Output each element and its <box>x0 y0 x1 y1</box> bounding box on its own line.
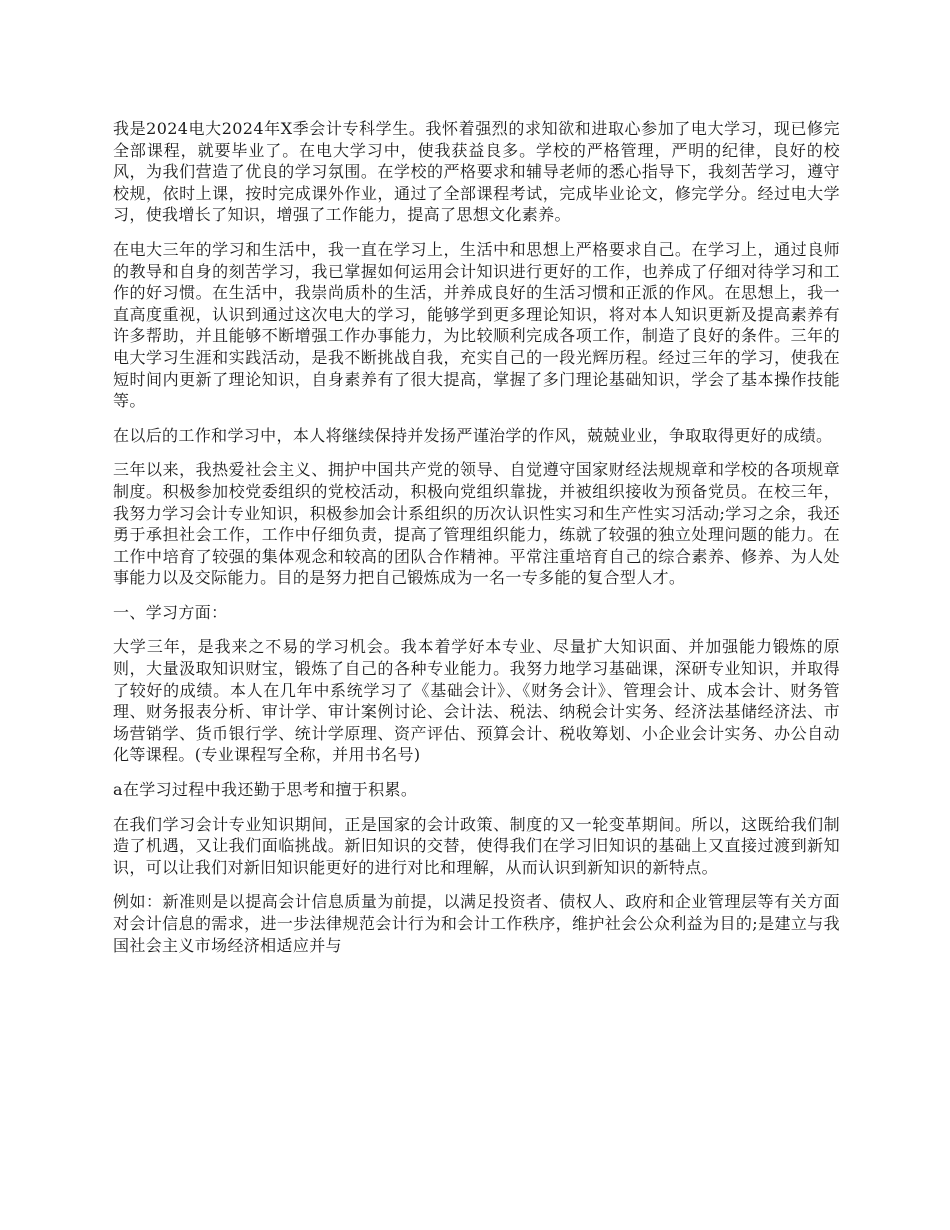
paragraph-study-life: 在电大三年的学习和生活中，我一直在学习上，生活中和思想上严格要求自己。在学习上，通过良师的教导和自身的刻苦学习，我已掌握如何运用会计知识进行更好的工作，也养成了仔细对待学习和工作的好习惯。在生活中，我崇尚质朴的生活，并养成良好的生活习惯和正派的作风。在思想上，我一直高度重视，认识到通过这次电大的学习，能够学到更多理论知识，将对本人知识更新及提高素养有许多帮助，并且能够不断增强工作办事能力，为比较顺利完成各项工作，制造了良好的条件。三年的电大学习生涯和实践活动，是我不断挑战自我，充实自己的一段光辉历程。经过三年的学习，使我在短时间内更新了理论知识，自身素养有了很大提高，掌握了多门理论基础知识，学会了基本操作技能等。 <box>113 239 840 411</box>
paragraph-example: 例如：新准则是以提高会计信息质量为前提，以满足投资者、债权人、政府和企业管理层等有关方面对会计信息的需求，进一步法律规范会计行为和会计工作秩序，维护社会公众利益为目的;是建立与我国社会主义市场经济相适应并与 <box>113 892 840 955</box>
paragraph-courses: 大学三年，是我来之不易的学习机会。我本着学好本专业、尽量扩大知识面、并加强能力锻炼的原则，大量汲取知识财宝，锻炼了自己的各种专业能力。我努力地学习基础课，深研专业知识，并取得了较好的成绩。本人在几年中系统学习了《基础会计》、《财务会计》、管理会计、成本会计、财务管理、财务报表分析、审计学、审计案例讨论、会计法、税法、纳税会计实务、经济法基储经济法、市场营销学、货币银行学、统计学原理、资产评估、预算会计、税收筹划、小企业会计实务、办公自动化等课程。(专业课程写全称，并用书名号) <box>113 637 840 765</box>
paragraph-thinking: a在学习过程中我还勤于思考和擅于积累。 <box>113 780 418 800</box>
paragraph-reform: 在我们学习会计专业知识期间，正是国家的会计政策、制度的又一轮变革期间。所以，这既给我们制造了机遇，又让我们面临挑战。新旧知识的交替，使得我们在学习旧知识的基础上又直接过渡到新知识，可以让我们对新旧知识能更好的进行对比和理解，从而认识到新知识的新特点。 <box>113 814 840 877</box>
paragraph-political: 三年以来，我热爱社会主义、拥护中国共产党的领导、自觉遵守国家财经法规规章和学校的各项规章制度。积极参加校党委组织的党校活动，积极向党组织靠拢，并被组织接收为预备党员。在校三年，我努力学习会计专业知识，积极参加会计系组织的历次认识性实习和生产性实习活动;学习之余，我还勇于承担社会工作，工作中仔细负责，提高了管理组织能力，练就了较强的独立处理问题的能力。在工作中培育了较强的集体观念和较高的团队合作精神。平常注重培育自己的综合素养、修养、为人处事能力以及交际能力。目的是努力把自己锻炼成为一名一专多能的复合型人才。 <box>113 460 840 588</box>
document-body <box>113 118 840 969</box>
section-heading-study: 一、学习方面： <box>113 602 228 622</box>
paragraph-future: 在以后的工作和学习中，本人将继续保持并发扬严谨治学的作风，兢兢业业，争取取得更好的成绩。 <box>113 425 833 445</box>
paragraph-intro: 我是2024电大2024年X季会计专科学生。我怀着强烈的求知欲和进取心参加了电大学习，现已修完全部课程，就要毕业了。在电大学习中，使我获益良多。学校的严格管理，严明的纪律，良好的校风，为我们营造了优良的学习氛围。在学校的严格要求和辅导老师的悉心指导下，我刻苦学习，遵守校规，依时上课，按时完成课外作业，通过了全部课程考试，完成毕业论文，修完学分。经过电大学习，使我增长了知识，增强了工作能力，提高了思想文化素养。 <box>113 119 840 225</box>
